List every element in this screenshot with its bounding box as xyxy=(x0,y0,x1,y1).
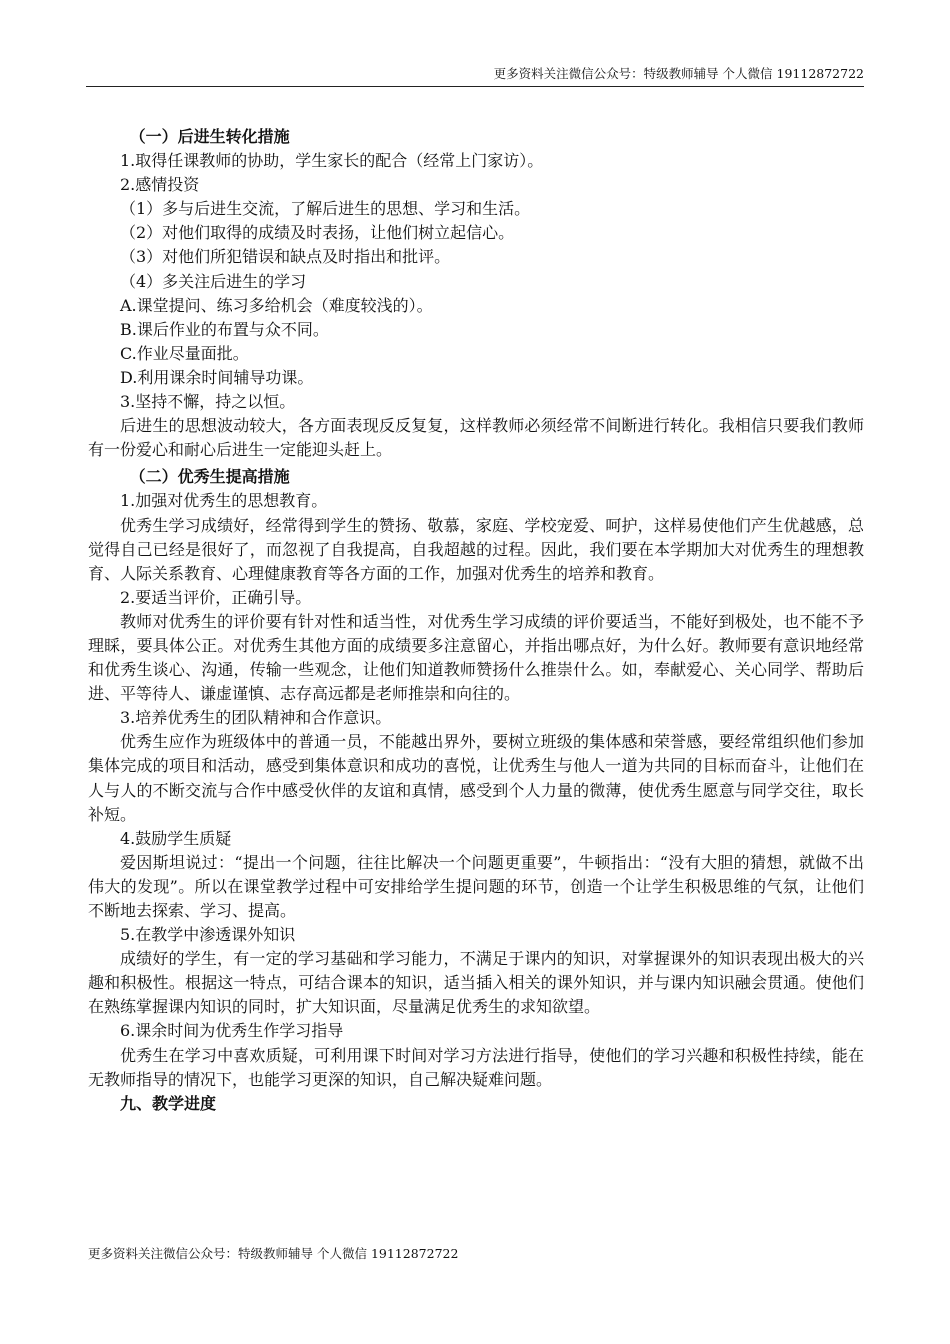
paragraph: 6.课余时间为优秀生作学习指导 xyxy=(120,1021,344,1041)
paragraph: 1.加强对优秀生的思想教育。 xyxy=(120,491,328,511)
section-heading-excellent-students: （二）优秀生提高措施 xyxy=(129,467,290,487)
paragraph: 后进生的思想波动较大，各方面表现反反复复，这样教师必须经常不间断进行转化。我相信只要我们教师有一份爱心和耐心后进生一定能迎头赶上。 xyxy=(88,416,864,460)
paragraph: 1.取得任课教师的协助，学生家长的配合（经常上门家访）。 xyxy=(120,151,544,171)
paragraph: 3.坚持不懈，持之以恒。 xyxy=(120,392,296,412)
paragraph: D.利用课余时间辅导功课。 xyxy=(120,367,314,387)
paragraph: （2）对他们取得的成绩及时表扬，让他们树立起信心。 xyxy=(120,223,515,243)
document-body xyxy=(88,122,864,1116)
paragraph: A.课堂提问、练习多给机会（难度较浅的）。 xyxy=(120,295,433,315)
page-footer xyxy=(88,1244,458,1264)
paragraph: （4）多关注后进生的学习 xyxy=(120,271,307,291)
paragraph: 优秀生学习成绩好，经常得到学生的赞扬、敬慕，家庭、学校宠爱、呵护，这样易使他们产生优越感，总觉得自己已经是很好了，而忽视了自我提高，自我超越的过程。因此，我们要在本学期加大对优秀生的理想教育、人际关系教育、心理健康教育等各方面的工作，加强对优秀生的培养和教育。 xyxy=(88,515,864,583)
paragraph: 优秀生应作为班级体中的普通一员，不能越出界外，要树立班级的集体感和荣誉感，要经常组织他们参加集体完成的项目和活动，感受到集体意识和成功的喜悦，让优秀生与他人一道为共同的目标而奋斗，让他们在人与人的不断交流与合作中感受伙伴的友谊和真情，感受到个人力量的微薄，使优秀生愿意与同学交往，取长补短。 xyxy=(88,732,864,824)
paragraph: B.课后作业的布置与众不同。 xyxy=(120,319,329,339)
paragraph: 3.培养优秀生的团队精神和合作意识。 xyxy=(120,708,392,728)
paragraph: 2.感情投资 xyxy=(120,175,200,195)
paragraph: （1）多与后进生交流，了解后进生的思想、学习和生活。 xyxy=(120,199,531,219)
paragraph: 成绩好的学生，有一定的学习基础和学习能力，不满足于课内的知识，对掌握课外的知识表现出极大的兴趣和积极性。根据这一特点，可结合课本的知识，适当插入相关的课外知识，并与课内知识融会贯通。使他们在熟练掌握课内知识的同时，扩大知识面，尽量满足优秀生的求知欲望。 xyxy=(88,949,864,1017)
footer-text: 更多资料关注微信公众号：特级教师辅导 个人微信 19112872722 xyxy=(88,1246,459,1261)
paragraph: （3）对他们所犯错误和缺点及时指出和批评。 xyxy=(120,247,451,267)
paragraph: 4.鼓励学生质疑 xyxy=(120,828,232,848)
page-header xyxy=(86,64,864,87)
paragraph: 2.要适当评价，正确引导。 xyxy=(120,587,312,607)
paragraph: 爱因斯坦说过：“提出一个问题，往往比解决一个问题更重要”，牛顿指出：“没有大胆的猜想，就做不出伟大的发现”。所以在课堂教学过程中可安排给学生提问题的环节，创造一个让学生积极思维的气氛，让他们不断地去探索、学习、提高。 xyxy=(88,852,864,920)
section-heading-teaching-progress: 九、教学进度 xyxy=(120,1093,217,1113)
paragraph: C.作业尽量面批。 xyxy=(120,343,249,363)
paragraph: 优秀生在学习中喜欢质疑，可利用课下时间对学习方法进行指导，使他们的学习兴趣和积极性持续，能在无教师指导的情况下，也能学习更深的知识，自己解决疑难问题。 xyxy=(88,1045,864,1089)
header-text: 更多资料关注微信公众号：特级教师辅导 个人微信 19112872722 xyxy=(493,66,864,81)
paragraph: 5.在教学中渗透课外知识 xyxy=(120,925,296,945)
paragraph: 教师对优秀生的评价要有针对性和适当性，对优秀生学习成绩的评价要适当，不能好到极处，也不能不予理睬，要具体公正。对优秀生其他方面的成绩要多注意留心，并指出哪点好，为什么好。教师要有意识地经常和优秀生谈心、沟通，传输一些观念，让他们知道教师赞扬什么推崇什么。如，奉献爱心、关心同学、帮助后进、平等待人、谦虚谨慎、志存高远都是老师推崇和向往的。 xyxy=(88,611,864,704)
section-heading-laggard-students: （一）后进生转化措施 xyxy=(129,127,290,146)
